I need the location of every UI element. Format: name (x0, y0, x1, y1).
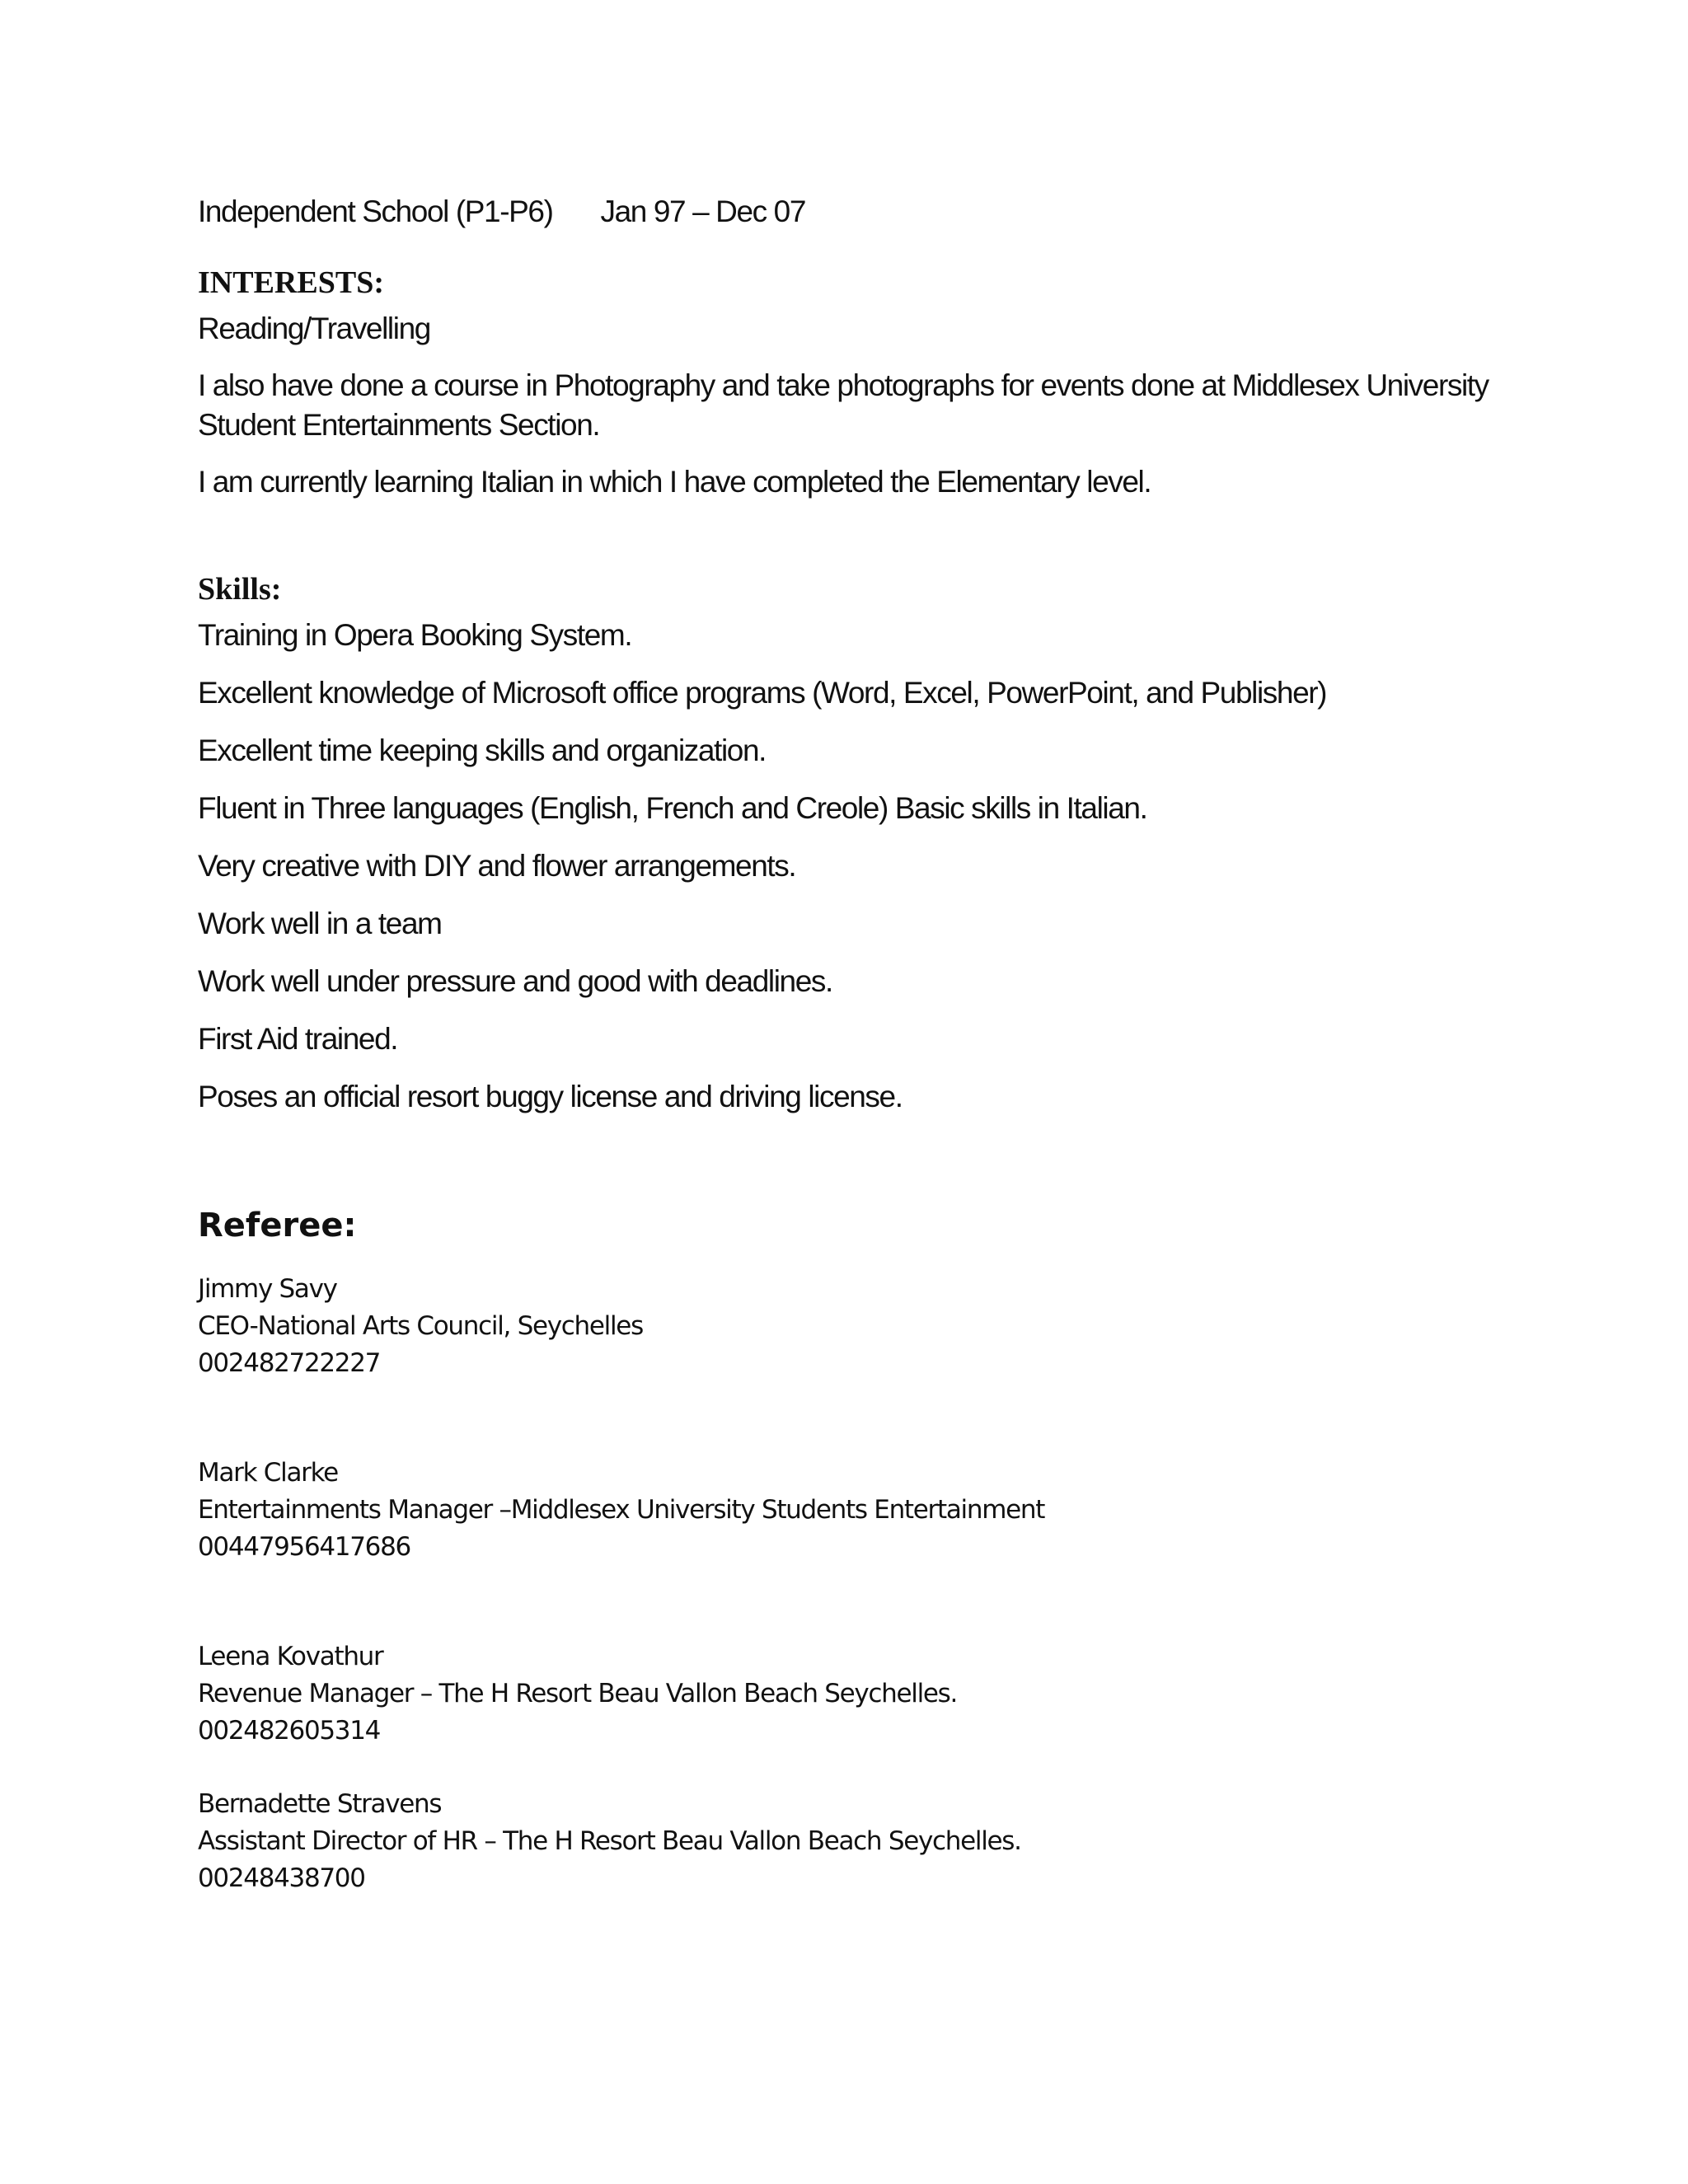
referee-entry (198, 1638, 1533, 1750)
referee-phone: 00447956417686 (198, 1532, 410, 1562)
skill-item: First Aid trained. (198, 1022, 398, 1056)
interests-heading: INTERESTS: (198, 265, 384, 300)
skill-item: Very creative with DIY and flower arrangements. (198, 849, 796, 883)
referee-phone: 002482605314 (198, 1716, 381, 1746)
referee-title: Revenue Manager – The H Resort Beau Vallon Beach Seychelles. (198, 1679, 958, 1708)
referee-name: Jimmy Savy (198, 1274, 337, 1304)
referee-title: Assistant Director of HR – The H Resort Beau Vallon Beach Seychelles. (198, 1826, 1021, 1856)
school-dates: Jan 97 – Dec 07 (600, 194, 805, 228)
education-entry (198, 191, 1533, 232)
interest-item: I also have done a course in Photography and take photographs for events done at Middlesex University Student Entertainments Section. (198, 368, 1489, 442)
referee-entry (198, 1455, 1533, 1566)
referee-title: Entertainments Manager –Middlesex University Students Entertainment (198, 1495, 1045, 1525)
skills-heading: Skills: (198, 572, 282, 607)
interest-item: I am currently learning Italian in which I have completed the Elementary level. (198, 465, 1151, 499)
skill-item: Training in Opera Booking System. (198, 618, 632, 652)
interest-item: Reading/Travelling (198, 312, 430, 345)
referee-heading: Referee: (198, 1207, 357, 1244)
referee-title: CEO-National Arts Council, Seychelles (198, 1311, 643, 1341)
school-name: Independent School (P1-P6) (198, 194, 553, 228)
skill-item: Work well under pressure and good with deadlines. (198, 964, 832, 998)
skill-item: Work well in a team (198, 907, 442, 940)
referee-name: Leena Kovathur (198, 1642, 383, 1671)
skill-item: Poses an official resort buggy license and driving license. (198, 1080, 903, 1113)
referee-name: Mark Clarke (198, 1458, 338, 1488)
referee-phone: 002482722227 (198, 1348, 381, 1378)
referee-entry (198, 1271, 1533, 1382)
skill-item: Fluent in Three languages (English, French and Creole) Basic skills in Italian. (198, 791, 1147, 825)
skill-item: Excellent knowledge of Microsoft office programs (Word, Excel, PowerPoint, and Publisher) (198, 676, 1327, 710)
document-content (198, 191, 1533, 1897)
skill-item: Excellent time keeping skills and organization. (198, 733, 766, 767)
referee-phone: 00248438700 (198, 1863, 365, 1893)
referee-name: Bernadette Stravens (198, 1789, 442, 1819)
referee-entry (198, 1786, 1533, 1897)
